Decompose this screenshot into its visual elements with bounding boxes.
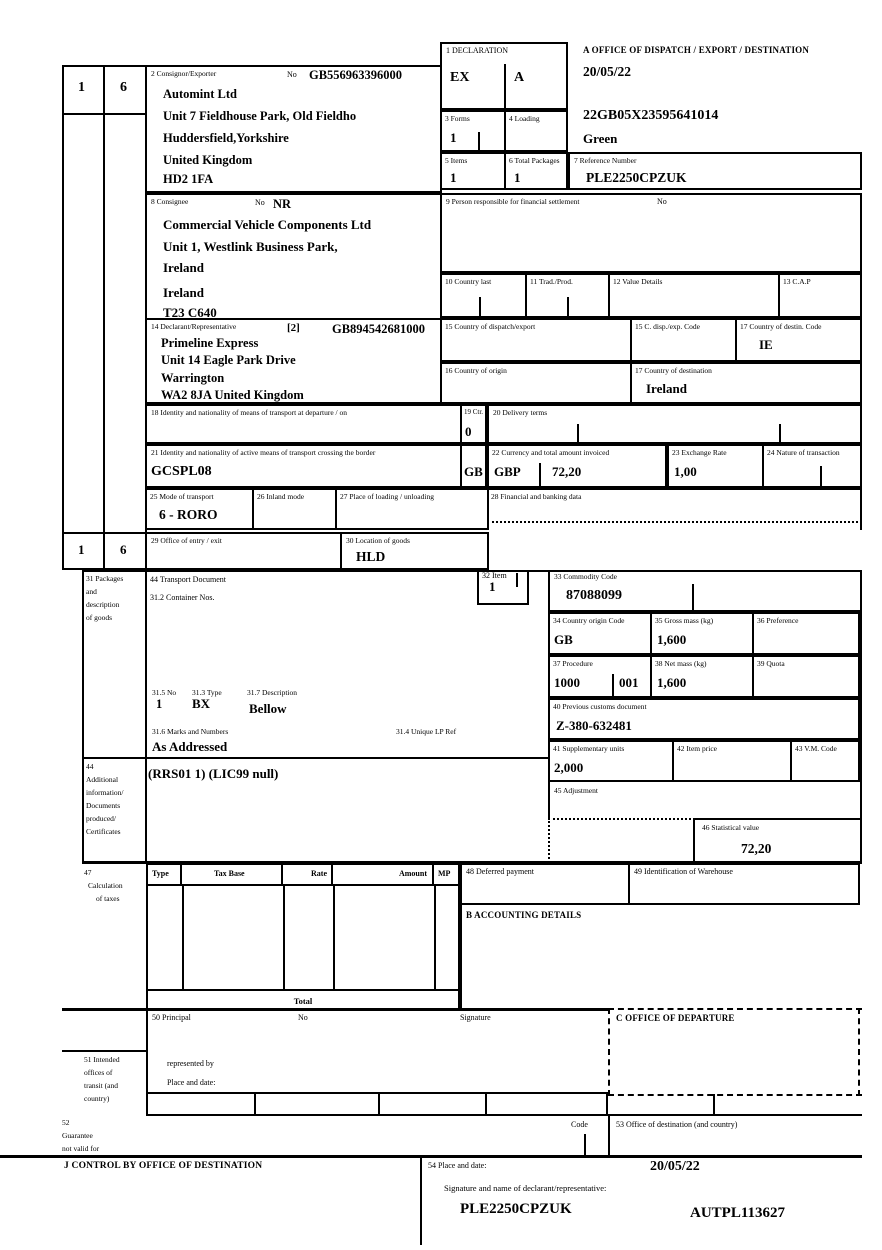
transit-cell-divider (378, 1094, 380, 1114)
principal-top-border (62, 1008, 608, 1011)
box20-label: 20 Delivery terms (493, 408, 548, 417)
box24-nature-transaction (762, 444, 862, 488)
box23-value: 1,00 (674, 464, 697, 479)
box54-left-border (420, 1157, 422, 1245)
box51-label: offices of (84, 1068, 113, 1077)
box50-represented-by: represented by (167, 1059, 214, 1068)
box35-value: 1,600 (657, 632, 687, 647)
box5-label: 5 Items (445, 156, 468, 165)
box24-tick (820, 466, 822, 488)
box37-value2: 001 (619, 675, 639, 690)
box53-label: 53 Office of destination (and country) (616, 1120, 738, 1129)
box52-label: Guarantee (62, 1131, 93, 1140)
box7-label: 7 Reference Number (574, 156, 637, 165)
box19-value: 0 (465, 424, 472, 439)
box33-value: 87088099 (566, 588, 622, 603)
copy-number: 6 (120, 80, 127, 95)
box13-label: 13 C.A.P (783, 277, 811, 286)
box31-label: 31 Packages (86, 574, 124, 583)
box37-value1: 1000 (554, 675, 580, 690)
box29-label: 29 Office of entry / exit (151, 536, 222, 545)
box44-label: Additional (86, 775, 119, 784)
box30-value: HLD (356, 549, 386, 564)
box31-container-label: 31.2 Container Nos. (150, 593, 215, 602)
control-top-border (0, 1155, 862, 1158)
section-left-border (82, 570, 84, 863)
box30-label: 30 Location of goods (346, 536, 410, 545)
box37-label: 37 Procedure (553, 659, 593, 668)
box50-place-date: Place and date: (167, 1078, 216, 1087)
box41-value: 2,000 (554, 760, 584, 775)
box2-line: HD2 1FA (163, 172, 214, 186)
transit-right-bottom (608, 1114, 862, 1116)
box14-line: Primeline Express (161, 336, 259, 350)
box3-tick (478, 132, 480, 152)
box10-label: 10 Country last (445, 277, 492, 286)
tax-header-amount (331, 863, 434, 886)
box15a-dispatch-code (630, 318, 737, 362)
box41-label: 41 Supplementary units (553, 744, 625, 753)
transit-cells (146, 1092, 608, 1116)
box9-no-label: No (657, 197, 667, 206)
office-a-date: 20/05/22 (583, 64, 632, 79)
box1-type: EX (450, 70, 470, 85)
copy-box-6 (103, 65, 147, 115)
box1-subtype: A (514, 70, 525, 85)
mrn-number: 22GB05X23595641014 (583, 108, 719, 123)
box11-trad-prod (525, 273, 610, 318)
box42-item-price (672, 740, 792, 782)
office-c-dash-right (858, 1008, 860, 1096)
box4-label: 4 Loading (509, 114, 540, 123)
box31-label: and (86, 587, 97, 596)
box38-net-mass (650, 655, 754, 698)
box44-label: Documents (86, 801, 121, 810)
office-a-title: A OFFICE OF DISPATCH / EXPORT / DESTINATION (583, 45, 810, 55)
box44-label: Certificates (86, 827, 121, 836)
tax-body-divider (182, 884, 184, 989)
box44-label: 44 (86, 762, 94, 771)
box27-label: 27 Place of loading / unloading (340, 492, 434, 501)
box22-label: 22 Currency and total amount invoiced (492, 448, 610, 457)
box50-signature-label: Signature (460, 1013, 491, 1022)
box40-label: 40 Previous customs document (553, 702, 647, 711)
box2-label: 2 Consignor/Exporter (151, 69, 217, 78)
box21-active-transport (145, 444, 462, 488)
box54-date: 20/05/22 (650, 1159, 700, 1174)
box23-label: 23 Exchange Rate (672, 448, 727, 457)
tax-header-type (146, 863, 182, 886)
transit-cell-divider (485, 1094, 487, 1114)
box41-supplementary-units (548, 740, 674, 782)
box3-value: 1 (450, 130, 457, 145)
box14-label: 14 Declarant/Representative (151, 322, 237, 331)
box38-label: 38 Net mass (kg) (655, 659, 707, 668)
box33-commodity-code (548, 570, 860, 612)
box49-warehouse (628, 863, 860, 905)
box2-line: Unit 7 Fieldhouse Park, Old Fieldho (163, 109, 357, 123)
box29-office-entry (145, 532, 342, 570)
box1-declaration (440, 42, 568, 110)
box8-line: T23 C640 (163, 305, 217, 320)
section-right-border (860, 570, 862, 863)
box22-currency: GBP (494, 464, 521, 479)
transit-right-divider (713, 1094, 715, 1115)
box8-line: Ireland (163, 285, 204, 300)
box48-deferred-payment (460, 863, 630, 905)
box54-reference: AUTPL113627 (690, 1205, 786, 1221)
box31-marks-label: 31.6 Marks and Numbers (152, 727, 229, 736)
box34-value: GB (554, 632, 573, 647)
box43-vm-code (790, 740, 860, 782)
box52-label: 52 (62, 1118, 70, 1127)
box48-label: 48 Deferred payment (466, 867, 534, 876)
box5-items (440, 152, 506, 190)
tax-header-base (180, 863, 283, 886)
box46-statistical-value (693, 818, 860, 863)
box34-country-origin-code (548, 612, 652, 655)
box11-label: 11 Trad./Prod. (530, 277, 573, 286)
tax-header-label: MP (438, 869, 451, 878)
box42-label: 42 Item price (677, 744, 717, 753)
box12-value-details (608, 273, 780, 318)
box23-exchange-rate (667, 444, 764, 488)
box2-consignor (145, 65, 442, 193)
box15a-label: 15 C. disp./exp. Code (635, 322, 700, 331)
copy-box-6-row2 (103, 532, 147, 570)
box31-type-label: 31.3 Type (192, 688, 222, 697)
box21-nationality-value: GB (464, 464, 483, 479)
box22-currency-amount (487, 444, 667, 488)
box34-label: 34 Country origin Code (553, 616, 625, 625)
box54-signature-value: PLE2250CPZUK (460, 1201, 572, 1217)
box47-label: Calculation (88, 881, 123, 890)
box14-line: Warrington (161, 371, 225, 385)
box21-label: 21 Identity and nationality of active means of transport crossing the border (151, 448, 376, 457)
box53-left-border (608, 1114, 610, 1157)
box25-mode-transport (145, 488, 254, 530)
box2-line: United Kingdom (163, 153, 253, 167)
tax-body-divider (333, 884, 335, 989)
box46-label: 46 Statistical value (702, 823, 760, 832)
box2-no-label: No (287, 70, 297, 79)
tax-table-body (146, 884, 460, 989)
box11-tick (567, 297, 569, 318)
box22-divider (539, 463, 541, 488)
box2-eori: GB556963396000 (309, 68, 403, 82)
box36-preference (752, 612, 860, 655)
copy-box-1 (62, 65, 105, 115)
box8-label: 8 Consignee (151, 197, 189, 206)
box17-country-destination (630, 362, 862, 404)
box14-declarant (145, 318, 442, 404)
box40-value: Z-380-632481 (556, 718, 632, 733)
box51-top-border (62, 1050, 146, 1052)
box52-label: not valid for (62, 1144, 100, 1153)
box32-item (477, 570, 529, 605)
box19-ctr (460, 404, 487, 444)
box31-no-value: 1 (156, 697, 163, 711)
box51-label: country) (84, 1094, 110, 1103)
left-column-cell (62, 113, 105, 534)
box14-code: [2] (287, 322, 300, 334)
label-column-divider (145, 570, 147, 861)
box17a-value: IE (759, 337, 773, 352)
copy-number: 6 (120, 542, 127, 557)
tax-body-divider (283, 884, 285, 989)
tax-header-rate (281, 863, 333, 886)
box2-line: Automint Ltd (163, 87, 237, 101)
box17-label: 17 Country of destination (635, 366, 712, 375)
box15-country-dispatch (440, 318, 632, 362)
box30-location-goods (340, 532, 489, 570)
box9-label: 9 Person responsible for financial settlement (446, 197, 580, 206)
box18-transport-departure (145, 404, 462, 444)
box20-delivery-terms (487, 404, 862, 444)
box25-value: 6 - RORO (159, 507, 218, 522)
box54-label: 54 Place and date: (428, 1161, 487, 1170)
box8-line: Unit 1, Westlink Business Park, (163, 239, 338, 254)
box39-quota (752, 655, 860, 698)
box28-label: 28 Financial and banking data (491, 492, 582, 501)
box14-line: WA2 8JA United Kingdom (161, 388, 304, 402)
box3-forms (440, 110, 506, 152)
box16-label: 16 Country of origin (445, 366, 507, 375)
accounting-left-border (460, 905, 462, 1010)
box10-country-last (440, 273, 527, 318)
box20-tick (577, 424, 579, 444)
box6-label: 6 Total Packages (509, 156, 560, 165)
box37-divider (612, 674, 614, 698)
box51-label: transit (and (84, 1081, 118, 1090)
box50-no-label: No (298, 1013, 308, 1022)
box35-label: 35 Gross mass (kg) (655, 616, 714, 625)
box45-dotted-h (548, 818, 695, 820)
tax-header-label: Amount (398, 869, 427, 878)
box44-label: produced/ (86, 814, 116, 823)
box28-dotted-line (492, 521, 858, 523)
box31-desc-label: 31.7 Description (247, 688, 297, 697)
box33-label: 33 Commodity Code (554, 572, 617, 581)
office-c-label: C OFFICE OF DEPARTURE (616, 1013, 735, 1023)
box38-value: 1,600 (657, 675, 687, 690)
box44-label: information/ (86, 788, 124, 797)
copy-number: 1 (78, 542, 85, 557)
box7-reference-number (568, 152, 862, 190)
box31-label: of goods (86, 613, 113, 622)
box27-place-loading (335, 488, 489, 530)
tax-header-mp (432, 863, 460, 886)
box1-divider (504, 64, 506, 110)
box47-label: 47 (84, 868, 92, 877)
office-c-dash-bottom (608, 1094, 862, 1096)
box40-previous-document (548, 698, 860, 740)
box46-value: 72,20 (741, 841, 772, 856)
box22-amount: 72,20 (552, 464, 582, 479)
transit-cell-divider (254, 1094, 256, 1114)
box18-label: 18 Identity and nationality of means of transport at departure / on (151, 408, 347, 417)
box17a-label: 17 Country of destin. Code (740, 322, 822, 331)
box7-value: PLE2250CPZUK (586, 170, 687, 185)
box26-label: 26 Inland mode (257, 492, 305, 501)
box31-lp-label: 31.4 Unique LP Ref (396, 727, 457, 736)
box17-value: Ireland (646, 381, 687, 396)
box52-code-tick (584, 1134, 586, 1155)
box14-line: Unit 14 Eagle Park Drive (161, 353, 296, 367)
box2-line: Huddersfield,Yorkshire (163, 131, 289, 145)
box45-label: 45 Adjustment (554, 786, 598, 795)
box5-value: 1 (450, 170, 457, 185)
box28-financial-banking (487, 488, 862, 530)
copy-box-1-row2 (62, 532, 105, 570)
box21-value: GCSPL08 (151, 464, 212, 479)
tax-header-label: Rate (311, 869, 327, 878)
box8-line: Commercial Vehicle Components Ltd (163, 217, 372, 232)
box44-transport-doc-label: 44 Transport Document (150, 575, 226, 584)
copy-number: 1 (78, 80, 85, 95)
box20-tick (779, 424, 781, 444)
box52-code-label: Code (571, 1120, 588, 1129)
box32-value: 1 (489, 579, 496, 594)
routing-status: Green (583, 131, 618, 146)
box8-no-label: No (255, 198, 265, 207)
box51-label: 51 Intended (84, 1055, 120, 1064)
box25-label: 25 Mode of transport (150, 492, 214, 501)
box47-label: of taxes (96, 894, 120, 903)
box8-consignee (145, 193, 442, 320)
box33-tick (692, 584, 694, 611)
tax-header-label: Tax Base (214, 869, 245, 878)
box35-gross-mass (650, 612, 754, 655)
box45-dotted-v (548, 818, 550, 863)
box10-tick (479, 297, 481, 318)
box8-no-value: NR (273, 197, 292, 211)
box31-label: description (86, 600, 120, 609)
accounting-details-label: B ACCOUNTING DETAILS (466, 910, 582, 920)
left-column-cell (103, 113, 147, 534)
box21-nationality (460, 444, 487, 488)
box12-label: 12 Value Details (613, 277, 663, 286)
box24-label: 24 Nature of transaction (767, 448, 840, 457)
box44-divider (82, 757, 548, 759)
box31-no-label: 31.5 No (152, 688, 177, 697)
box26-inland-mode (252, 488, 337, 530)
box32-tick (516, 573, 518, 587)
box31-marks-value: As Addressed (152, 739, 228, 754)
office-c-dash-top (608, 1008, 862, 1010)
box15-label: 15 Country of dispatch/export (445, 322, 536, 331)
control-j-label: J CONTROL BY OFFICE OF DESTINATION (64, 1161, 263, 1171)
box43-label: 43 V.M. Code (795, 744, 837, 753)
box49-label: 49 Identification of Warehouse (634, 867, 733, 876)
box31-desc-value: Bellow (249, 701, 287, 716)
box14-eori: GB894542681000 (332, 322, 426, 336)
box19-label: 19 Ctr. (464, 408, 484, 416)
box13-cap (778, 273, 862, 318)
tax-body-divider (434, 884, 436, 989)
tax-header-label: Type (152, 869, 169, 878)
box6-value: 1 (514, 170, 521, 185)
box3-label: 3 Forms (445, 114, 470, 123)
box50-label: 50 Principal (152, 1013, 191, 1022)
office-c-dash-left (608, 1008, 610, 1096)
box6-total-packages (504, 152, 568, 190)
box54-signature-label: Signature and name of declarant/representative: (444, 1183, 607, 1193)
box31-type-value: BX (192, 696, 211, 711)
box39-label: 39 Quota (757, 659, 785, 668)
tax-total-label: Total (293, 996, 313, 1006)
box16-country-origin (440, 362, 632, 404)
box1-label: 1 DECLARATION (446, 46, 508, 55)
box32-label: 32 Item (482, 571, 507, 580)
box37-procedure (548, 655, 652, 698)
box44-value: (RRS01 1) (LIC99 null) (148, 766, 279, 781)
box8-line: Ireland (163, 260, 204, 275)
box4-loading (504, 110, 568, 152)
box17a-destination-code (735, 318, 862, 362)
box36-label: 36 Preference (757, 616, 799, 625)
box9-financial-settlement (440, 193, 862, 273)
